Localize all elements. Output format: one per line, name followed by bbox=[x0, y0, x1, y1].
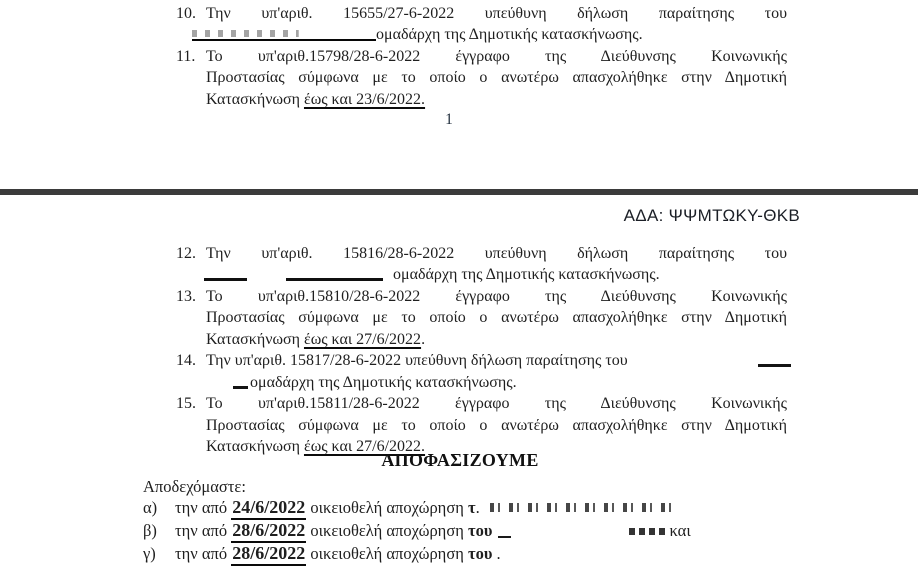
redacted-name bbox=[192, 27, 376, 41]
underlined-date-phrase: έως και 23/6/2022. bbox=[303, 90, 426, 108]
list-item-12 bbox=[175, 243, 787, 286]
recital-line: Προστασίας σύμφωνα με το οποίο ο ανωτέρω απασχολήθηκε στην Δημοτική bbox=[206, 416, 787, 434]
list-item-15 bbox=[175, 393, 787, 457]
decision-text: . bbox=[496, 544, 501, 563]
redacted-name bbox=[498, 536, 511, 538]
decision-item-label: α) bbox=[143, 498, 158, 517]
recital-line: . bbox=[421, 330, 426, 348]
decision-text: τ bbox=[467, 498, 476, 517]
recital-line: Το υπ'αριθ.15810/28-6-2022 έγγραφο της Διεύθυνσης Κοινωνικής bbox=[206, 287, 787, 305]
decision-text: την από bbox=[175, 498, 232, 517]
list-item-10 bbox=[175, 3, 787, 46]
decision-text: και bbox=[669, 521, 691, 540]
recital-line: Κατασκήνωση bbox=[206, 330, 304, 348]
underlined-date-phrase: έως και 27/6/2022 bbox=[303, 330, 422, 348]
recital-line: Το υπ'αριθ.15811/28-6-2022 έγγραφο της Διεύθυνσης Κοινωνικής bbox=[206, 395, 787, 413]
list-item-14 bbox=[175, 350, 787, 393]
list-number: 12. bbox=[176, 245, 196, 262]
recital-line: Κατασκήνωση bbox=[206, 90, 304, 108]
recital-line: Την υπ'αριθ. 15817/28-6-2022 υπεύθυνη δήλωση παραίτησης του bbox=[206, 352, 628, 370]
decision-text: . bbox=[475, 498, 480, 517]
recital-line: ομαδάρχη της Δημοτικής κατασκήνωσης. bbox=[393, 266, 660, 284]
list-number: 10. bbox=[176, 5, 196, 22]
recital-line: Προστασίας σύμφωνα με το οποίο ο ανωτέρω απασχολήθηκε στην Δημοτική bbox=[206, 309, 787, 327]
recital-line: ομαδάρχη της Δημοτικής κατασκήνωσης. bbox=[250, 373, 517, 391]
decision-item-a bbox=[143, 497, 863, 520]
decision-heading: ΑΠΟΦΑΣΙΖΟΥΜΕ bbox=[381, 450, 539, 470]
decision-text: την από bbox=[175, 544, 232, 563]
ada-code: ΑΔΑ: ΨΨΜΤΩΚΥ-ΘΚΒ bbox=[623, 206, 800, 225]
decision-text: οικειοθελή αποχώρηση bbox=[306, 521, 468, 540]
decision-date: 28/6/2022 bbox=[231, 521, 306, 543]
list-number: 15. bbox=[176, 395, 196, 413]
list-number: 13. bbox=[176, 287, 196, 305]
list-number: 14. bbox=[176, 352, 196, 370]
decision-item-b bbox=[143, 520, 863, 543]
recital-list-page2 bbox=[175, 243, 787, 458]
decision-item-label: γ) bbox=[143, 544, 156, 563]
list-item-13 bbox=[175, 286, 787, 350]
recital-line: Την υπ'αριθ. 15655/27-6-2022 υπεύθυνη δήλωση παραίτησης του bbox=[206, 5, 787, 22]
redacted-name bbox=[490, 503, 728, 512]
recital-line: Κατασκήνωση bbox=[206, 438, 304, 456]
decision-text: του bbox=[467, 544, 493, 563]
underlined-date-phrase: έως και 27/6/2022. bbox=[303, 438, 426, 456]
list-number: 11. bbox=[176, 47, 196, 65]
decision-date: 24/6/2022 bbox=[231, 498, 306, 520]
page-break-divider bbox=[0, 189, 918, 195]
redacted-name bbox=[629, 528, 665, 535]
redacted-name bbox=[233, 386, 248, 389]
recital-line: Προστασίας σύμφωνα με το οποίο ο ανωτέρω απασχολήθηκε στην Δημοτική bbox=[206, 69, 787, 87]
recital-list-page1 bbox=[175, 3, 787, 110]
decision-intro: Αποδεχόμαστε: bbox=[143, 477, 246, 496]
decision-date: 28/6/2022 bbox=[231, 544, 306, 566]
decision-text: οικειοθελή αποχώρηση bbox=[306, 544, 468, 563]
redacted-name bbox=[204, 278, 247, 281]
redacted-name bbox=[758, 364, 791, 367]
redacted-name bbox=[286, 278, 383, 281]
recital-line: Την υπ'αριθ. 15816/28-6-2022 υπεύθυνη δήλωση παραίτησης του bbox=[206, 245, 787, 262]
decision-text: την από bbox=[175, 521, 232, 540]
page-number: 1 bbox=[445, 111, 453, 128]
recital-line: ομαδάρχη της Δημοτικής κατασκήνωσης. bbox=[376, 26, 643, 44]
decision-text: οικειοθελή αποχώρηση bbox=[306, 498, 468, 517]
decision-list bbox=[143, 497, 863, 566]
decision-text: του bbox=[467, 521, 493, 540]
list-item-11 bbox=[175, 46, 787, 110]
decision-item-c bbox=[143, 543, 863, 566]
recital-line: Το υπ'αριθ.15798/28-6-2022 έγγραφο της Διεύθυνσης Κοινωνικής bbox=[206, 47, 787, 65]
decision-item-label: β) bbox=[143, 521, 157, 540]
